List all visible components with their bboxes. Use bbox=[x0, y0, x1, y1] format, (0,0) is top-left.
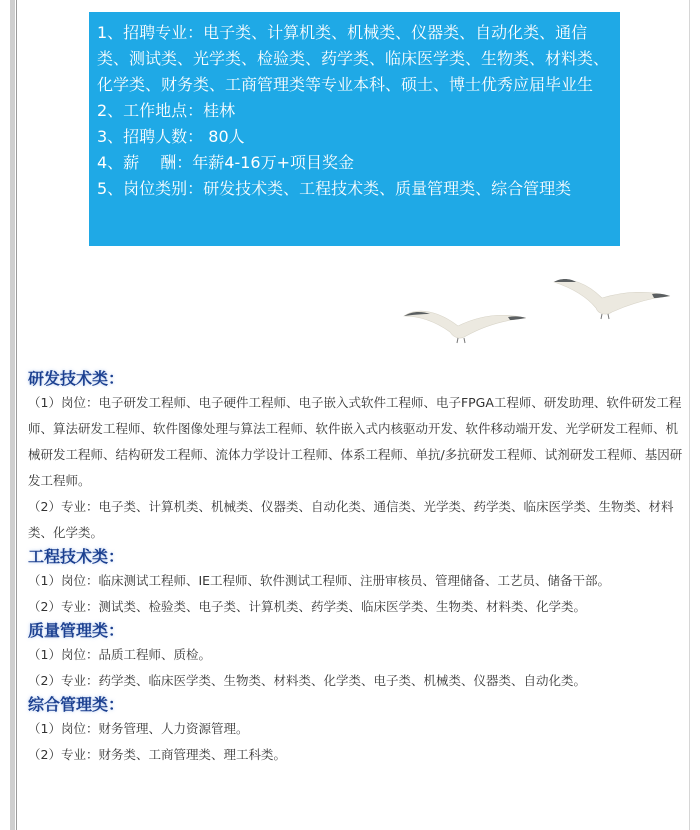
seagull-icon bbox=[404, 311, 526, 343]
section-title-quality: 质量管理类： bbox=[28, 621, 125, 640]
rd-majors: （2）专业：电子类、计算机类、机械类、仪器类、自动化类、通信类、光学类、药学类、临床医学类、生物类、材料类、化学类。 bbox=[28, 499, 674, 540]
quality-majors: （2）专业：药学类、临床医学类、生物类、材料类、化学类、电子类、机械类、仪器类、自动化类。 bbox=[28, 673, 586, 688]
admin-majors: （2）专业：财务类、工商管理类、理工科类。 bbox=[28, 747, 286, 762]
rd-positions: （1）岗位：电子研发工程师、电子硬件工程师、电子嵌入式软件工程师、电子FPGA工程师、研发助理、软件研发工程师、算法研发工程师、软件图像处理与算法工程师、软件嵌入式内核驱动开发、软件移动端开发、光学研发工程师、机械研发工程师、结构研发工程师、流体力学设计工程师、体系工程师、单抗/多抗研发工程师、试剂研发工程师、基因研发工程师。 bbox=[28, 395, 683, 488]
section-title-engineering: 工程技术类： bbox=[28, 547, 125, 566]
job-details bbox=[28, 368, 688, 768]
summary-categories: 5、岗位类别：研发技术类、工程技术类、质量管理类、综合管理类 bbox=[97, 179, 572, 198]
summary-majors: 1、招聘专业：电子类、计算机类、机械类、仪器类、自动化类、通信类、测试类、光学类、检验类、药学类、临床医学类、生物类、材料类、化学类、财务类、工商管理类等专业本科、硕士、博士优秀应届毕业生 bbox=[97, 23, 610, 94]
recruitment-summary-box bbox=[89, 12, 620, 246]
quality-positions: （1）岗位：品质工程师、质检。 bbox=[28, 647, 211, 662]
summary-headcount: 3、招聘人数： 80人 bbox=[97, 127, 245, 146]
summary-salary: 4、薪 酬：年薪4-16万+项目奖金 bbox=[97, 153, 354, 172]
engineering-positions: （1）岗位：临床测试工程师、IE工程师、软件测试工程师、注册审核员、管理储备、工艺员、储备干部。 bbox=[28, 573, 611, 588]
section-title-admin: 综合管理类： bbox=[28, 695, 125, 714]
engineering-majors: （2）专业：测试类、检验类、电子类、计算机类、药学类、临床医学类、生物类、材料类、化学类。 bbox=[28, 599, 586, 614]
admin-positions: （1）岗位：财务管理、人力资源管理。 bbox=[28, 721, 249, 736]
summary-location: 2、工作地点：桂林 bbox=[97, 101, 236, 120]
seagull-icon bbox=[554, 279, 670, 319]
section-title-rd: 研发技术类： bbox=[28, 369, 125, 388]
seagulls-illustration bbox=[400, 270, 680, 360]
